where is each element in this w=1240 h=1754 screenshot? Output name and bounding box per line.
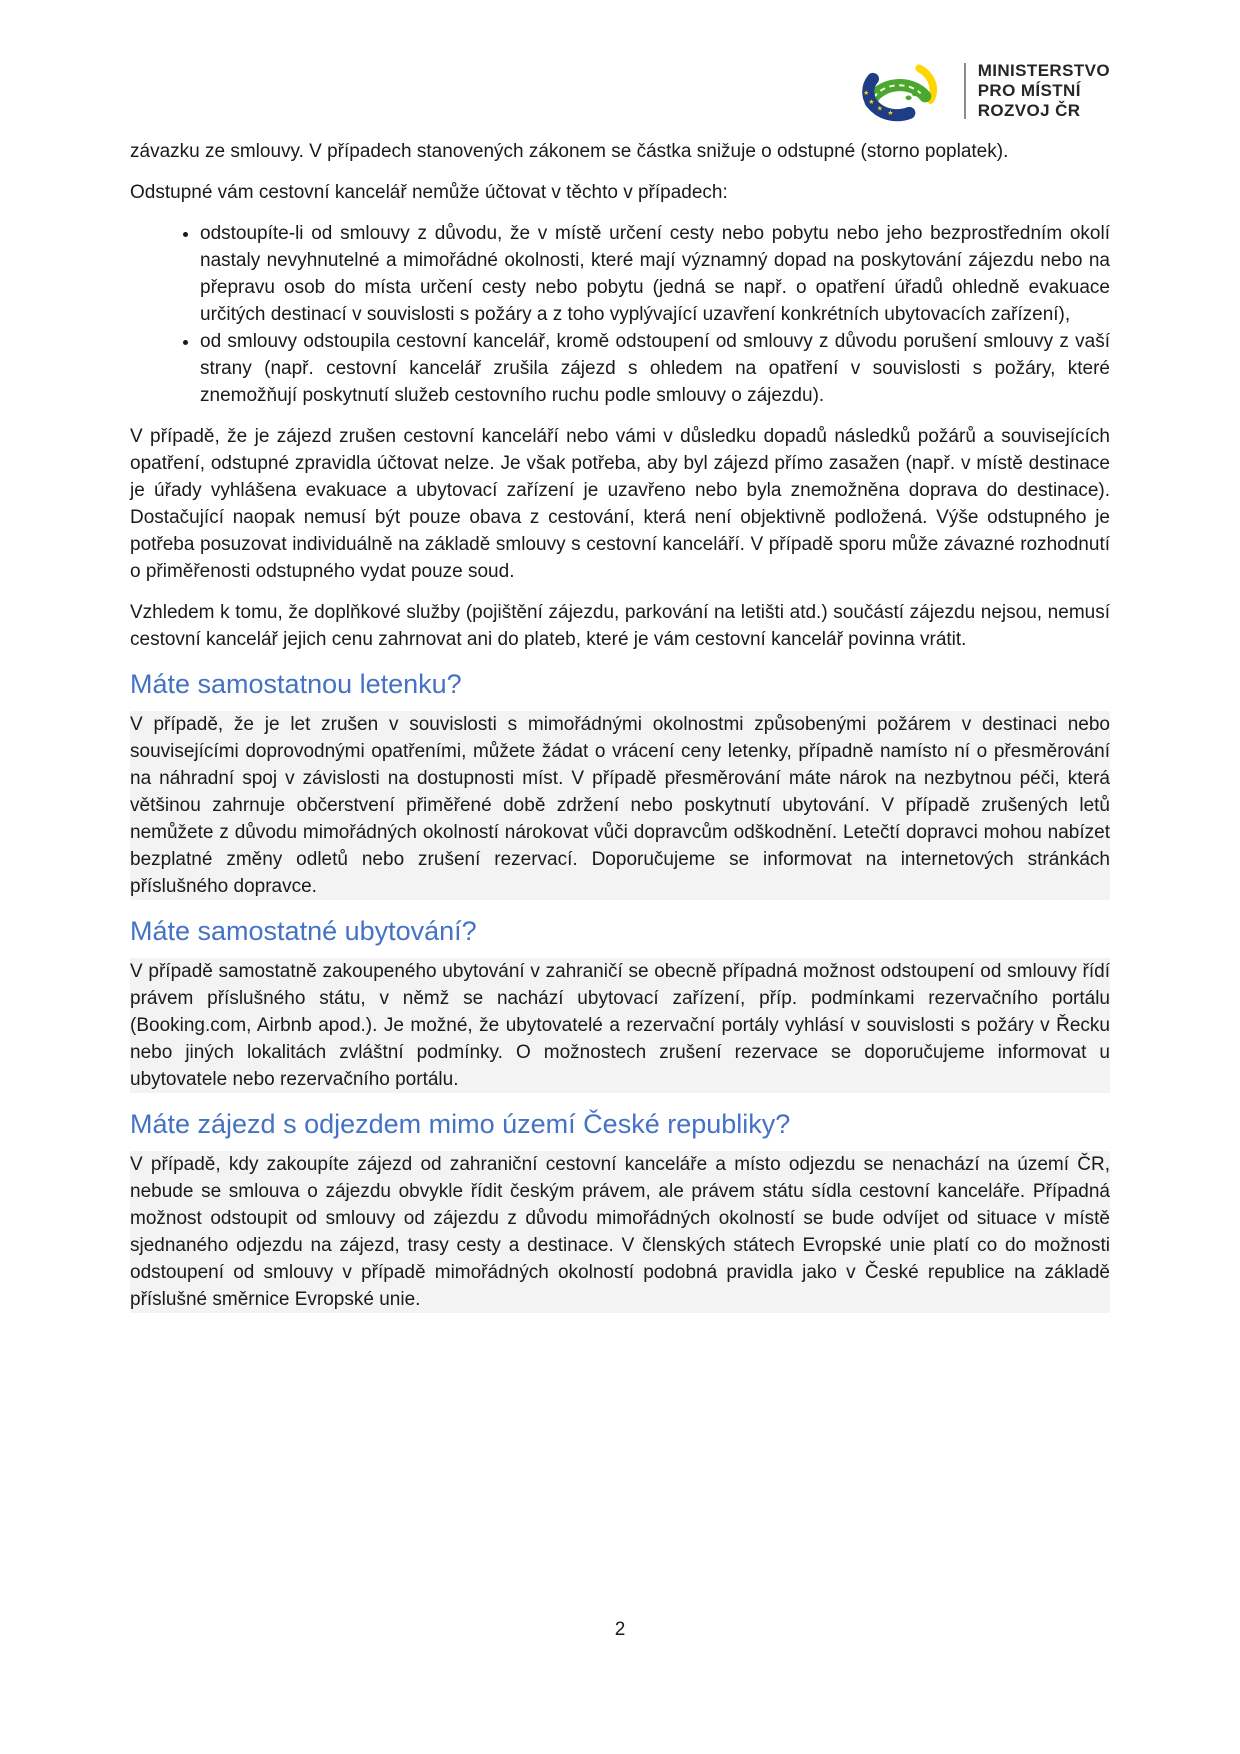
logo-star-icon: ★: [876, 104, 883, 113]
section-letenka: [130, 667, 1110, 900]
document-body: [130, 138, 1110, 1313]
logo-star-icon: ★: [868, 97, 875, 106]
section-body-letenka: V případě, že je let zrušen v souvislosti s mimořádnými okolnostmi způsobenými požárem v destinaci nebo souvisejícími doprovodnými opatřeními, můžete žádat o vrácení ceny letenky, případně namísto ní o přesměrování na náhradní spoj v závislosti na dostupnosti míst. V případě přesměrování máte nárok na nezbytnou péči, která většinou zahrnuje občerstvení přiměřené době zdržení nebo poskytnutí ubytování. V případě zrušených letů nemůžete z důvodu mimořádných okolností nárokovat vůči dopravcům odškodnění. Letečtí dopravci mohou nabízet bezplatné změny odletů nebo zrušení rezervací. Doporučujeme se informovat na internetových stránkách příslušného dopravce.: [130, 711, 1110, 900]
page-number: 2: [614, 1619, 626, 1640]
bullet-list: [130, 220, 1110, 409]
ministry-logo-icon: [854, 58, 954, 124]
logo-shrub: [919, 88, 925, 93]
logo-text-line2: PRO MÍSTNÍ: [977, 81, 1081, 100]
logo-star-icon: ★: [887, 109, 894, 118]
paragraph-odstupne-intro: Odstupné vám cestovní kancelář nemůže účtovat v těchto v případech:: [130, 182, 728, 203]
logo-shrub: [912, 92, 919, 97]
section-heading-ubytovani: Máte samostatné ubytování?: [130, 916, 477, 946]
bullet-item: • odstoupíte-li od smlouvy z důvodu, že v místě určení cesty nebo pobytu nebo jeho bezprostředním okolí nastaly nevyhnutelné a mimořádné okolnosti, které mají významný dopad na poskytování zájezdu nebo na přepravu osob do místa určení cesty nebo pobytu (jedná se např. o opatření úřadů ohledně evakuace určitých destinací v souvislosti s požáry a z toho vyplývající uzavření konkrétních ubytovacích zařízení),: [200, 220, 1110, 328]
section-body-odjezd-mimo-cr: V případě, kdy zakoupíte zájezd od zahraniční cestovní kanceláře a místo odjezdu se nenachází na území ČR, nebude se smlouva o zájezdu obvykle řídit českým právem, ale právem státu sídla cestovní kanceláře. Případná možnost odstoupit od smlouvy od zájezdu z důvodu mimořádných okolností se bude odvíjet od situace v místě sjednaného odjezdu na zájezd, trasy cesty a destinace. V členských státech Evropské unie platí co do možnosti odstoupení od smlouvy v případě mimořádných okolností podobná pravidla jako v České republice na základě příslušné směrnice Evropské unie.: [130, 1151, 1110, 1313]
section-odjezd-mimo-cr: [130, 1107, 1110, 1313]
paragraph-doplnkove-sluzby: Vzhledem k tomu, že doplňkové služby (pojištění zájezdu, parkování na letišti atd.) součástí zájezdu nejsou, nemusí cestovní kancelář jejich cenu zahrnovat ani do plateb, které je vám cestovní kancelář povinna vrátit.: [130, 602, 1110, 650]
section-heading-letenka: Máte samostatnou letenku?: [130, 669, 462, 699]
section-ubytovani: [130, 914, 1110, 1093]
ministry-logo-text: [978, 61, 1110, 121]
logo-divider: [964, 63, 966, 119]
page-header: [130, 56, 1110, 126]
ministry-logo: [854, 58, 1110, 124]
paragraph-zajezd-zrusen: V případě, že je zájezd zrušen cestovní kanceláří nebo vámi v důsledku dopadů následků požárů a souvisejících opatření, odstupné zpravidla účtovat nelze. Je však potřeba, aby byl zájezd přímo zasažen (např. v místě destinace je úřady vyhlášena evakuace a ubytovací zařízení je uzavřeno nebo byla znemožněna doprava do destinace). Dostačující naopak nemusí být pouze obava z cestování, která není objektivně podložená. Výše odstupného je potřeba posuzovat individuálně na základě smlouvy s cestovní kanceláří. V případě sporu může závazné rozhodnutí o přiměřenosti odstupného vydat pouze soud.: [130, 426, 1110, 582]
logo-star-icon: ★: [862, 88, 869, 97]
logo-text-line3: ROZVOJ ČR: [977, 101, 1081, 120]
page-footer: [0, 1616, 1240, 1643]
logo-text-line1: MINISTERSTVO: [977, 61, 1110, 80]
section-body-ubytovani: V případě samostatně zakoupeného ubytování v zahraničí se obecně případná možnost odstoupení od smlouvy řídí právem příslušného státu, v němž se nachází ubytovací zařízení, příp. podmínkami rezervačního portálu (Booking.com, Airbnb apod.). Je možné, že ubytovatelé a rezervační portály vyhlásí v souvislosti s požáry v Řecku nebo jiných lokalitách zvláštní podmínky. O možnostech zrušení rezervace se doporučujeme informovat u ubytovatele nebo rezervačního portálu.: [130, 958, 1110, 1093]
logo-shrub: [905, 96, 911, 101]
section-heading-odjezd-mimo-cr: Máte zájezd s odjezdem mimo území České republiky?: [130, 1109, 791, 1139]
paragraph-storno: závazku ze smlouvy. V případech stanovených zákonem se částka snižuje o odstupné (storno poplatek).: [130, 141, 1009, 162]
bullet-item: • od smlouvy odstoupila cestovní kancelář, kromě odstoupení od smlouvy z důvodu porušení smlouvy z vaší strany (např. cestovní kancelář zrušila zájezd s ohledem na opatření v souvislosti s požáry, které znemožňují poskytnutí služeb cestovního ruchu podle smlouvy o zájezdu).: [200, 328, 1110, 409]
